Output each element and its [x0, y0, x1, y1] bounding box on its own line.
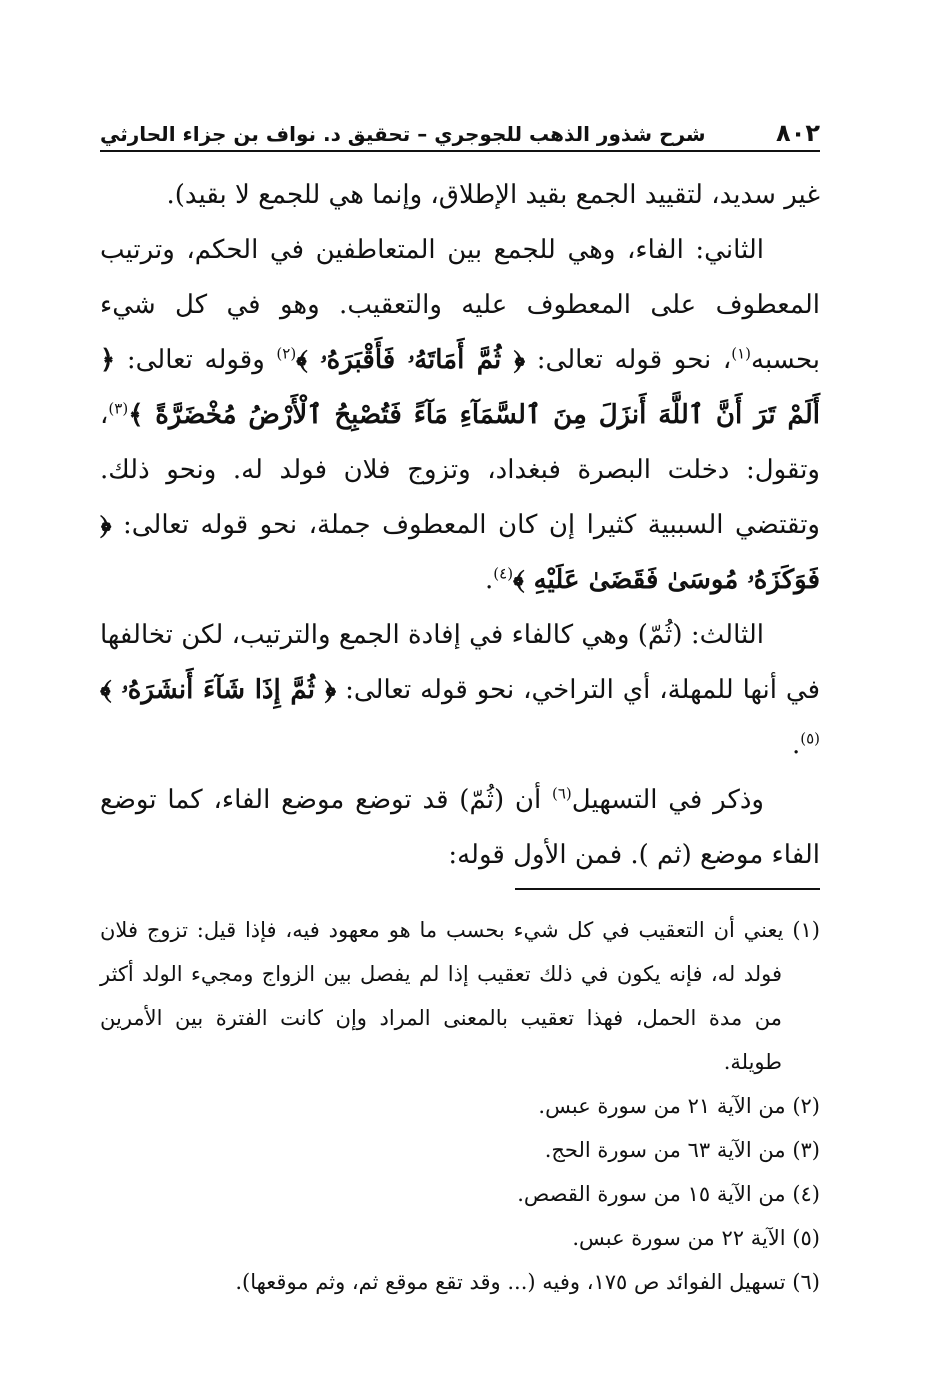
footnote-4: (٤) من الآية ١٥ من سورة القصص.	[517, 1182, 820, 1206]
paragraph-4	[100, 773, 820, 883]
paragraph-2-text-d: ، وتقول: دخلت البصرة فبغداد، وتزوج فلان فولد له. ونحو ذلك. وتقتضي السببية كثيرا إن كان المعطوف جملة، نحو قوله تعالى:	[100, 400, 820, 540]
footnote-3: (٣) من الآية ٦٣ من سورة الحج.	[544, 1138, 820, 1162]
footnote-2: (٢) من الآية ٢١ من سورة عبس.	[538, 1094, 820, 1118]
main-text	[100, 168, 820, 883]
footnote-ref-2[interactable]: (٢)	[276, 344, 297, 363]
footnote-ref-6[interactable]: (٦)	[552, 784, 572, 803]
footnotes	[100, 908, 820, 1304]
page-number: ٨٠٢	[776, 119, 820, 147]
paragraph-2-text-c: وقوله تعالى:	[115, 345, 277, 375]
quran-verse-1: ﴿ ثُمَّ أَمَاتَهُۥ فَأَقْبَرَهُۥ ﴾	[296, 345, 526, 375]
paragraph-2-text-a: الثاني: الفاء، وهي للجمع بين المتعاطفين في الحكم، وترتيب المعطوف على المعطوف عليه والتعقيب. وهو في كل شيء بحسبه	[100, 235, 820, 375]
paragraph-4-text-a: وذكر في التسهيل	[571, 785, 764, 815]
paragraph-3	[100, 608, 820, 773]
footnote-ref-5[interactable]: (٥)	[800, 729, 820, 748]
paragraph-3-text-a: الثالث: (ثُمّ) وهي كالفاء في إفادة الجمع والترتيب، لكن تخالفها في أنها للمهلة، أي التراخي، نحو قوله تعالى:	[100, 620, 821, 705]
footnote-ref-3[interactable]: (٣)	[108, 399, 129, 418]
footnote-separator	[515, 888, 820, 890]
footnote-6: (٦) تسهيل الفوائد ص ١٧٥، وفيه (... وقد تقع موقع ثم، وثم موقعها).	[235, 1270, 820, 1294]
quran-verse-4: ﴿ ثُمَّ إِذَا شَآءَ أَنشَرَهُۥ ﴾	[100, 675, 337, 705]
page-header	[100, 112, 820, 152]
quran-verse-3: ﴿ فَوَكَزَهُۥ مُوسَىٰ فَقَضَىٰ عَلَيْهِ ﴾	[100, 510, 820, 595]
paragraph-2-text-b: ، نحو قوله تعالى:	[525, 345, 732, 375]
paragraph-1: غير سديد، لتقييد الجمع بقيد الإطلاق، وإنما هي للجمع لا بقيد).	[166, 180, 820, 210]
footnote-ref-4[interactable]: (٤)	[493, 564, 514, 583]
footnote-1: (١) يعني أن التعقيب في كل شيء بحسب ما هو معهود فيه، فإذا قيل: تزوج فلان فولد له، فإنه يكون في ذلك تعقيب إذا لم يفصل بين الزواج ومجيء الولد أكثر من مدة الحمل، فهذا تعقيب بالمعنى المراد وإن كانت الفترة بين الأمرين طويلة.	[100, 918, 820, 1074]
quran-verse-2: ﴿ أَلَمْ تَرَ أَنَّ ٱللَّهَ أَنزَلَ مِنَ ٱلسَّمَآءِ مَآءً فَتُصْبِحُ ٱلْأَرْضُ مُخْضَرَّةً ﴾	[100, 345, 820, 430]
paragraph-2-text-e: .	[485, 565, 494, 595]
footnote-5: (٥) الآية ٢٢ من سورة عبس.	[572, 1226, 820, 1250]
paragraph-3-text-b: .	[791, 730, 801, 760]
footnote-ref-1[interactable]: (١)	[731, 344, 751, 363]
running-title: شرح شذور الذهب للجوجري – تحقيق د. نواف بن جزاء الحارثي	[100, 122, 706, 146]
paragraph-2	[100, 223, 820, 608]
paragraph-4-text-b: أن (ثُمّ) قد توضع موضع الفاء، كما توضع الفاء موضع (ثم ). فمن الأول قوله:	[100, 785, 820, 870]
